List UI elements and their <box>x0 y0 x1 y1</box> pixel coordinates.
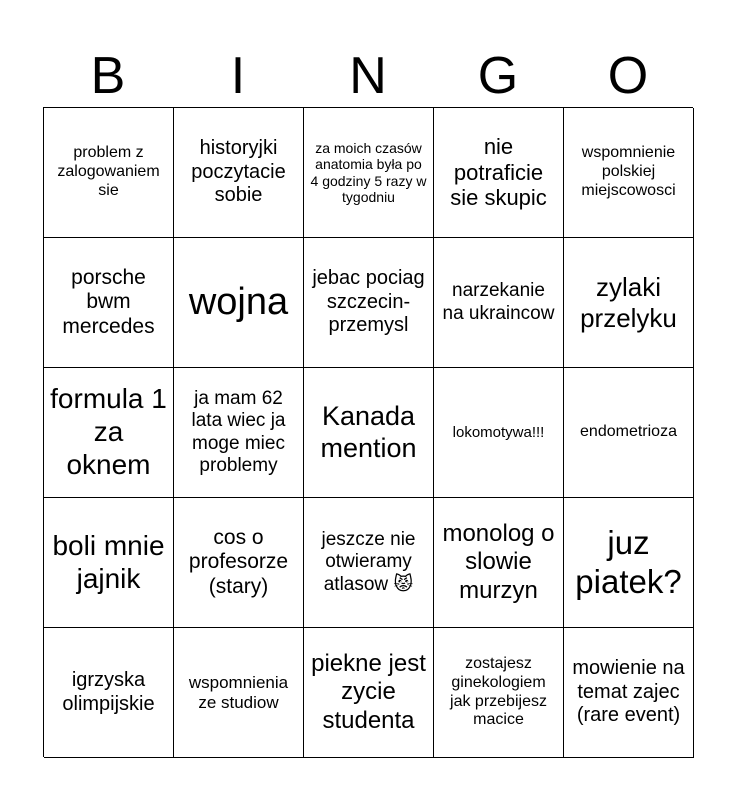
bingo-cell[interactable]: problem z zalogowaniem sie <box>44 108 174 238</box>
bingo-card-grid <box>43 107 693 757</box>
bingo-header <box>43 44 693 108</box>
bingo-cell[interactable]: igrzyska olimpijskie <box>44 628 174 758</box>
header-letter-g: G <box>477 47 519 105</box>
bingo-cell[interactable]: boli mnie jajnik <box>44 498 174 628</box>
bingo-cell[interactable]: endometrioza <box>564 368 694 498</box>
bingo-cell[interactable]: mowienie na temat zajec (rare event) <box>564 628 694 758</box>
bingo-cell[interactable]: historyjki poczytacie sobie <box>174 108 304 238</box>
bingo-cell[interactable]: Kanada mention <box>304 368 434 498</box>
bingo-cell[interactable]: zostajesz ginekologiem jak przebijesz macice <box>434 628 564 758</box>
bingo-cell[interactable]: jeszcze nie otwieramy atlasow 😾 <box>304 498 434 628</box>
bingo-cell[interactable]: formula 1 za oknem <box>44 368 174 498</box>
bingo-cell[interactable]: jebac pociag szczecin-przemysl <box>304 238 434 368</box>
bingo-cell[interactable]: piekne jest zycie studenta <box>304 628 434 758</box>
bingo-cell[interactable]: ja mam 62 lata wiec ja moge miec problemy <box>174 368 304 498</box>
bingo-cell[interactable]: monolog o slowie murzyn <box>434 498 564 628</box>
bingo-cell[interactable]: lokomotywa!!! <box>434 368 564 498</box>
bingo-cell[interactable]: porsche bwm mercedes <box>44 238 174 368</box>
bingo-cell[interactable]: narzekanie na ukraincow <box>434 238 564 368</box>
bingo-cell[interactable]: wojna <box>174 238 304 368</box>
bingo-cell[interactable]: nie potraficie sie skupic <box>434 108 564 238</box>
bingo-cell[interactable]: za moich czasów anatomia była po 4 godziny 5 razy w tygodniu <box>304 108 434 238</box>
header-letter-n: N <box>349 47 387 105</box>
bingo-cell[interactable]: wspomnienie polskiej miejscowosci <box>564 108 694 238</box>
bingo-cell[interactable]: cos o profesorze (stary) <box>174 498 304 628</box>
header-letter-i: I <box>230 47 246 105</box>
bingo-cell[interactable]: wspomnienia ze studiow <box>174 628 304 758</box>
header-letter-o: O <box>607 47 649 105</box>
bingo-cell[interactable]: zylaki przelyku <box>564 238 694 368</box>
header-letter-b: B <box>90 47 126 105</box>
bingo-cell[interactable]: juz piatek? <box>564 498 694 628</box>
